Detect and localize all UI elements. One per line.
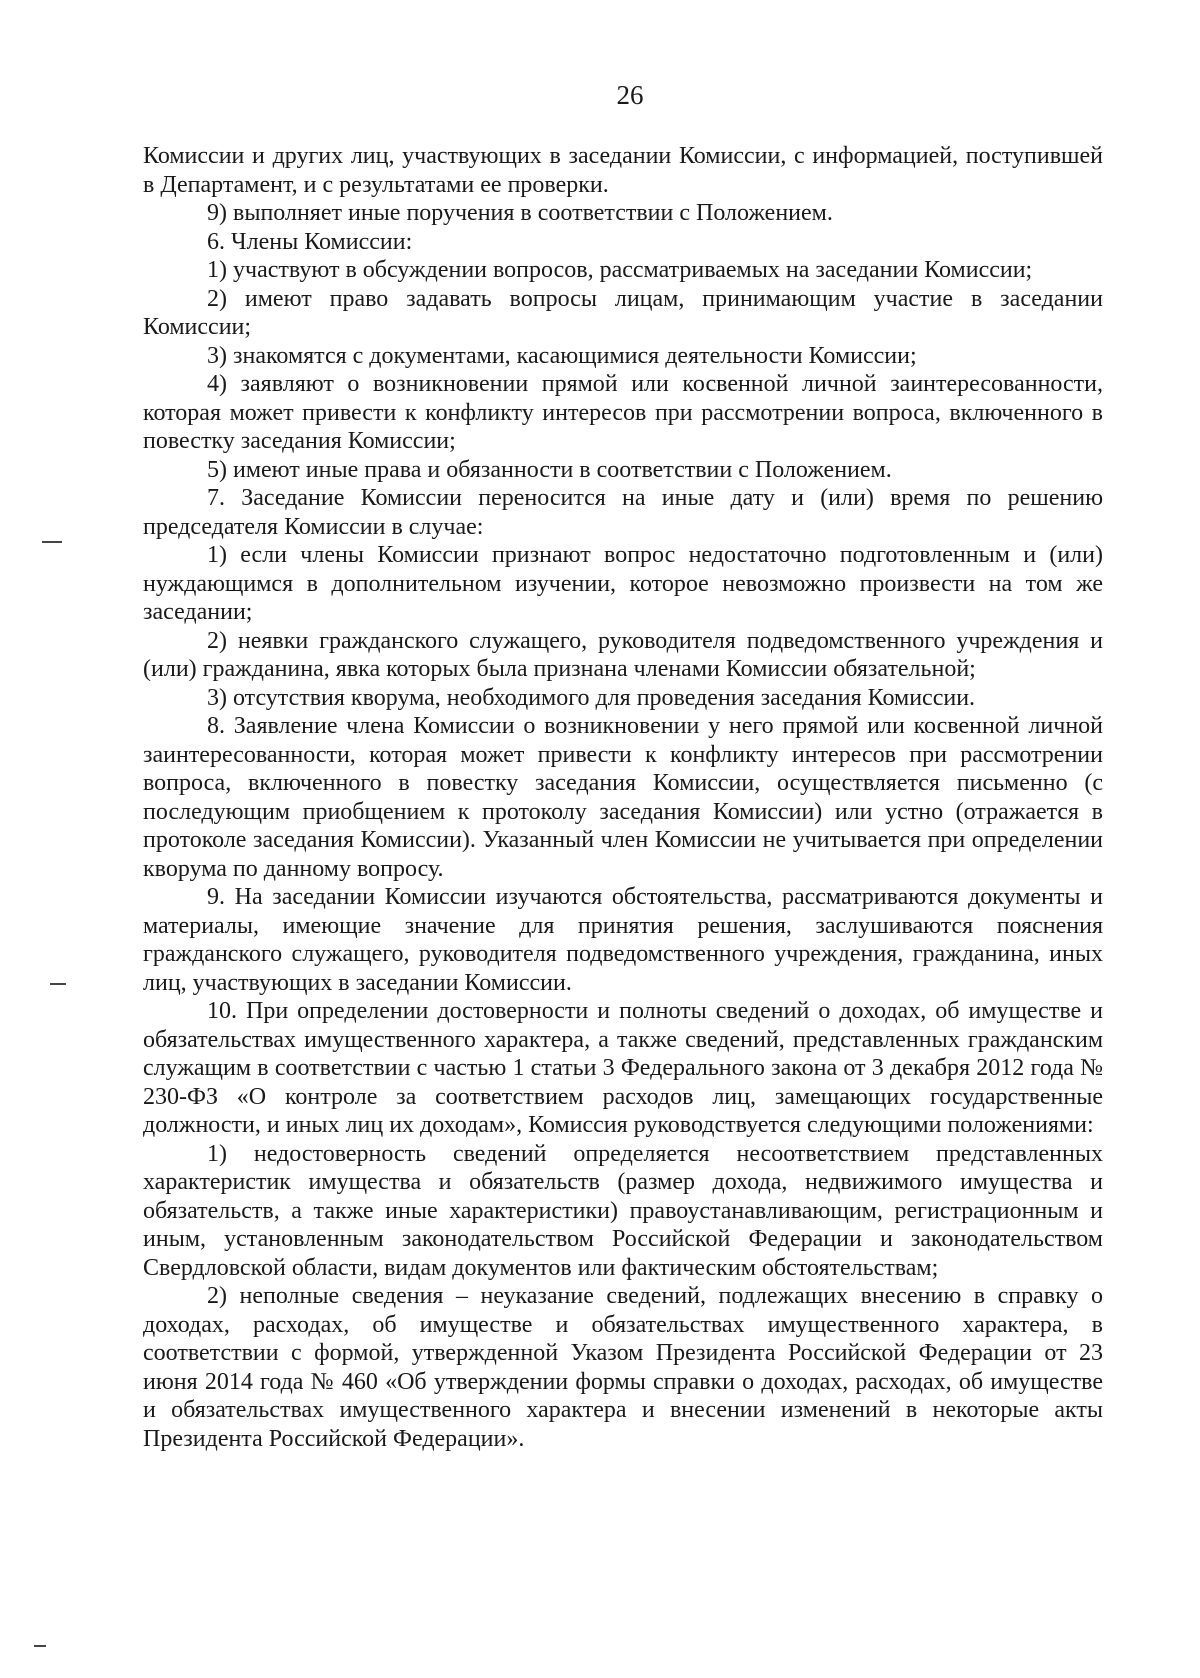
margin-mark: [34, 1645, 46, 1647]
paragraph-item-7-3: 3) отсутствия кворума, необходимого для проведения заседания Комиссии.: [207, 684, 976, 711]
paragraph-item-6-2: 2) имеют право задавать вопросы лицам, принимающим участие в заседании Комиссии;: [143, 285, 1103, 340]
paragraph-item-7-1: 1) если члены Комиссии признают вопрос недостаточно подготовленным и (или) нуждающимся в дополнительном изучении, которое невозможно произвести на том же заседании;: [143, 542, 1103, 625]
paragraph-section-6: 6. Члены Комиссии:: [207, 228, 413, 255]
paragraph-continuation: Комиссии и других лиц, участвующих в заседании Комиссии, с информацией, поступившей в Департамент, и с результатами ее проверки.: [143, 143, 1103, 198]
paragraph-item-10-2: 2) неполные сведения – неуказание сведений, подлежащих внесению в справку о доходах, расходах, об имуществе и обязательствах имущественного характера, в соответствии с формой, утвержденной Указом Президента Российской Федерации от 23 июня 2014 года № 460 «Об утверждении формы справки о доходах, расходах, об имуществе и обязательствах имущественного характера и внесении изменений в некоторые акты Президента Российской Федерации».: [143, 1283, 1103, 1452]
paragraph-item-7-2: 2) неявки гражданского служащего, руководителя подведомственного учреждения и (или) гражданина, явка которых была признана членами Комиссии обязательной;: [143, 627, 1103, 682]
margin-mark: [42, 541, 62, 543]
paragraph-item-6-3: 3) знакомятся с документами, касающимися деятельности Комиссии;: [207, 342, 917, 369]
paragraph-item-6-5: 5) имеют иные права и обязанности в соответствии с Положением.: [207, 456, 892, 483]
document-body: [143, 142, 1103, 1453]
paragraph-item-5-9: 9) выполняет иные поручения в соответствии с Положением.: [207, 200, 833, 226]
paragraph-item-10-1: 1) недостоверность сведений определяется несоответствием представленных характеристик имущества и обязательств (размер дохода, недвижимого имущества и обязательств, а также иные характеристики) правоустанавливающим, регистрационным и иным, установленным законодательством Российской Федерации и законодательством Свердловской области, видам документов или фактическим обстоятельствам;: [143, 1140, 1103, 1281]
paragraph-item-6-1: 1) участвуют в обсуждении вопросов, рассматриваемых на заседании Комиссии;: [207, 257, 1033, 283]
paragraph-section-10: 10. При определении достоверности и полноты сведений о доходах, об имуществе и обязательствах имущественного характера, а также сведений, представленных гражданским служащим в соответствии с частью 1 статьи 3 Федерального закона от 3 декабря 2012 года № 230-ФЗ «О контроле за соответствием расходов лиц, замещающих государственные должности, и иных лиц их доходам», Комиссия руководствуется следующими положениями:: [143, 998, 1103, 1138]
paragraph-item-6-4: 4) заявляют о возникновении прямой или косвенной личной заинтересованности, которая может привести к конфликту интересов при рассмотрении вопроса, включенного в повестку заседания Комиссии;: [143, 371, 1103, 454]
paragraph-section-9: 9. На заседании Комиссии изучаются обстоятельства, рассматриваются документы и материалы, имеющие значение для принятия решения, заслушиваются пояснения гражданского служащего, руководителя подведомственного учреждения, гражданина, иных лиц, участвующих в заседании Комиссии.: [143, 884, 1103, 996]
page-number: 26: [616, 80, 644, 110]
paragraph-section-8: 8. Заявление члена Комиссии о возникновении у него прямой или косвенной личной заинтересованности, которая может привести к конфликту интересов при рассмотрении вопроса, включенного в повестку заседания Комиссии, осуществляется письменно (с последующим приобщением к протоколу заседания Комиссии) или устно (отражается в протоколе заседания Комиссии). Указанный член Комиссии не учитывается при определении кворума по данному вопросу.: [143, 713, 1103, 882]
margin-mark: [50, 983, 66, 985]
paragraph-section-7: 7. Заседание Комиссии переносится на иные дату и (или) время по решению председателя Комиссии в случае:: [143, 485, 1103, 540]
